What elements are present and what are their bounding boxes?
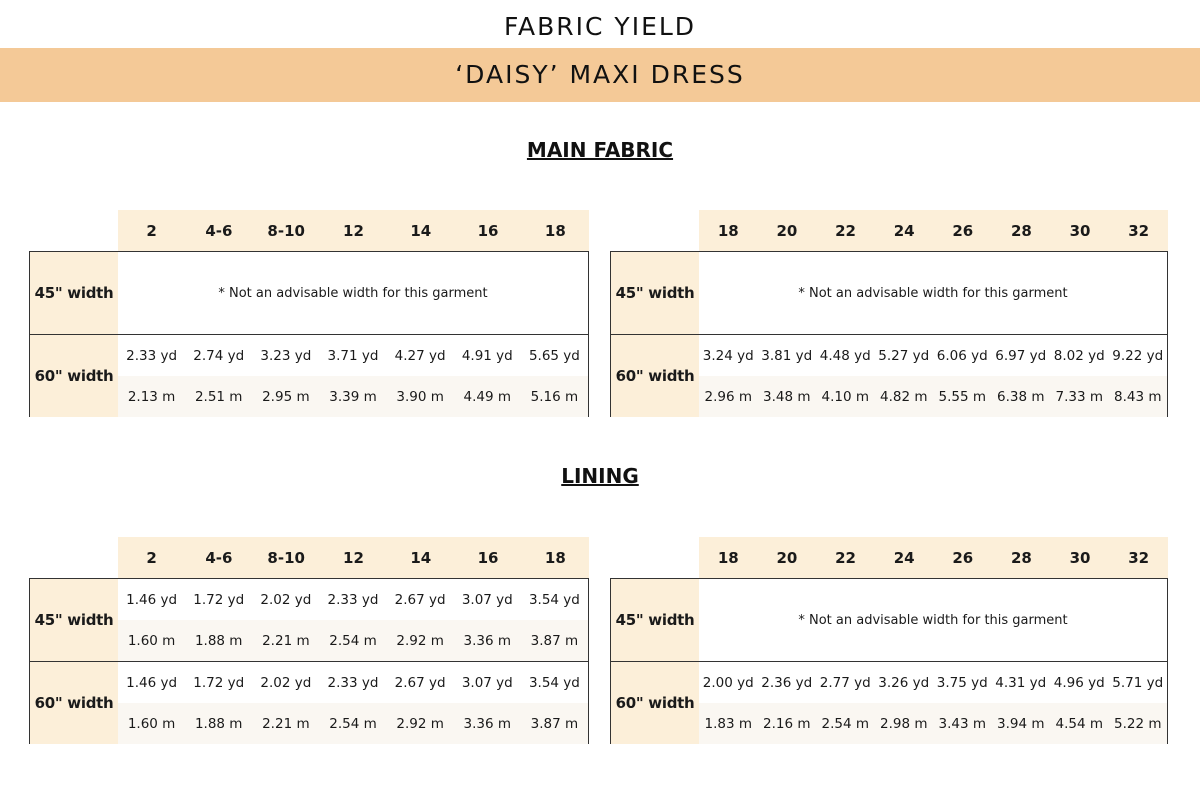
yardage-value: 5.65 yd xyxy=(528,347,580,364)
size-label: 8-10 xyxy=(267,221,305,240)
meterage-value: 3.36 m xyxy=(463,715,512,732)
size-label: 26 xyxy=(952,548,974,567)
yardage-value: 4.91 yd xyxy=(461,347,513,364)
meterage-value: 3.87 m xyxy=(530,715,579,732)
size-label: 2 xyxy=(146,548,157,567)
meterage-value: 3.48 m xyxy=(762,388,811,405)
meterage-value: 2.13 m xyxy=(127,388,176,405)
size-label: 20 xyxy=(776,548,798,567)
size-label: 24 xyxy=(893,221,915,240)
yardage-value: 8.02 yd xyxy=(1053,347,1105,364)
yardage-value: 4.31 yd xyxy=(995,674,1047,691)
meters-line xyxy=(699,376,1167,417)
width-label: 45" width xyxy=(611,579,699,661)
yards-line xyxy=(118,579,588,620)
size-label: 8-10 xyxy=(267,548,305,567)
meterage-value: 5.22 m xyxy=(1113,715,1162,732)
size-label: 12 xyxy=(343,548,364,567)
yardage-value: 2.33 yd xyxy=(126,347,178,364)
yardage-value: 2.36 yd xyxy=(761,674,813,691)
size-label: 18 xyxy=(717,548,739,567)
pattern-name-banner: ‘DAISY’ MAXI DRESS xyxy=(0,48,1200,102)
size-label: 16 xyxy=(477,548,499,567)
yardage-value: 3.81 yd xyxy=(761,347,813,364)
yardage-value: 2.67 yd xyxy=(394,591,446,608)
meterage-value: 3.43 m xyxy=(938,715,986,732)
lining-right-size-header xyxy=(699,537,1168,578)
meterage-value: 2.21 m xyxy=(262,632,310,649)
yield-values xyxy=(699,662,1167,744)
yield-values xyxy=(118,335,588,417)
yards-line xyxy=(699,335,1167,376)
yield-values xyxy=(118,579,588,661)
width-label: 45" width xyxy=(611,252,699,334)
yardage-value: 2.02 yd xyxy=(260,591,312,608)
yardage-value: 3.54 yd xyxy=(528,674,580,691)
meterage-value: 4.82 m xyxy=(879,388,928,405)
size-label: 32 xyxy=(1128,221,1150,240)
meterage-value: 3.39 m xyxy=(329,388,377,405)
yield-values xyxy=(118,252,588,334)
width-label: 60" width xyxy=(30,662,118,744)
yardage-value: 5.71 yd xyxy=(1112,674,1164,691)
meters-line xyxy=(118,620,588,661)
meterage-value: 2.92 m xyxy=(396,632,444,649)
yards-line xyxy=(118,662,588,703)
yardage-value: 3.26 yd xyxy=(878,674,930,691)
meterage-value: 2.92 m xyxy=(396,715,444,732)
yardage-value: 6.06 yd xyxy=(936,347,988,364)
yield-values xyxy=(699,335,1167,417)
not-advisable-note: * Not an advisable width for this garment xyxy=(218,285,488,301)
size-label: 30 xyxy=(1069,548,1091,567)
meterage-value: 2.98 m xyxy=(879,715,928,732)
meterage-value: 3.90 m xyxy=(396,388,444,405)
lining-right-row-w45 xyxy=(611,579,1167,661)
yardage-value: 2.74 yd xyxy=(193,347,245,364)
main-right-table xyxy=(610,251,1168,417)
size-label: 12 xyxy=(343,221,364,240)
meterage-value: 1.60 m xyxy=(127,715,176,732)
yardage-value: 1.46 yd xyxy=(126,674,178,691)
size-label: 2 xyxy=(146,221,157,240)
yardage-value: 4.48 yd xyxy=(819,347,871,364)
yield-values xyxy=(699,579,1167,661)
yardage-value: 1.46 yd xyxy=(126,591,178,608)
yardage-value: 3.24 yd xyxy=(702,347,754,364)
size-label: 18 xyxy=(717,221,739,240)
meterage-value: 3.36 m xyxy=(463,632,512,649)
meterage-value: 6.38 m xyxy=(996,388,1045,405)
size-label: 4-6 xyxy=(205,548,233,567)
size-label: 30 xyxy=(1069,221,1091,240)
size-label: 28 xyxy=(1011,548,1032,567)
size-label: 32 xyxy=(1128,548,1150,567)
meterage-value: 2.51 m xyxy=(194,388,243,405)
size-label: 20 xyxy=(776,221,798,240)
yardage-value: 2.02 yd xyxy=(260,674,312,691)
main-left-row-w45 xyxy=(30,252,588,334)
meterage-value: 5.55 m xyxy=(938,388,986,405)
meterage-value: 1.83 m xyxy=(704,715,752,732)
yardage-value: 3.54 yd xyxy=(528,591,580,608)
size-label: 14 xyxy=(410,548,432,567)
yardage-value: 9.22 yd xyxy=(1112,347,1164,364)
lining-left-row-w45 xyxy=(30,579,588,661)
meterage-value: 1.88 m xyxy=(194,715,243,732)
meterage-value: 4.49 m xyxy=(463,388,512,405)
meterage-value: 4.10 m xyxy=(821,388,869,405)
meterage-value: 2.96 m xyxy=(704,388,752,405)
meterage-value: 8.43 m xyxy=(1113,388,1162,405)
meters-line xyxy=(118,376,588,417)
meterage-value: 1.60 m xyxy=(127,632,176,649)
yardage-value: 3.75 yd xyxy=(936,674,988,691)
meterage-value: 3.94 m xyxy=(996,715,1045,732)
lining-right-table xyxy=(610,578,1168,744)
yardage-value: 1.72 yd xyxy=(193,591,245,608)
yardage-value: 6.97 yd xyxy=(995,347,1047,364)
meterage-value: 5.16 m xyxy=(530,388,579,405)
yards-line xyxy=(699,662,1167,703)
main-left-size-header xyxy=(118,210,589,251)
yardage-value: 2.67 yd xyxy=(394,674,446,691)
main-fabric-heading: MAIN FABRIC xyxy=(526,138,674,162)
size-label: 26 xyxy=(952,221,974,240)
yardage-value: 3.71 yd xyxy=(327,347,379,364)
yardage-value: 5.27 yd xyxy=(878,347,930,364)
main-right-row-w60 xyxy=(611,334,1167,417)
meterage-value: 1.88 m xyxy=(194,632,243,649)
yield-values xyxy=(118,662,588,744)
size-label: 24 xyxy=(893,548,915,567)
meterage-value: 2.54 m xyxy=(329,715,377,732)
main-right-size-header xyxy=(699,210,1168,251)
main-right-row-w45 xyxy=(611,252,1167,334)
not-advisable-note: * Not an advisable width for this garment xyxy=(798,285,1068,301)
size-label: 18 xyxy=(544,548,566,567)
width-label: 60" width xyxy=(30,335,118,417)
yardage-value: 2.00 yd xyxy=(702,674,754,691)
page-title: FABRIC YIELD xyxy=(503,12,697,41)
size-label: 14 xyxy=(410,221,432,240)
meterage-value: 2.54 m xyxy=(821,715,869,732)
lining-right-row-w60 xyxy=(611,661,1167,744)
yardage-value: 4.96 yd xyxy=(1053,674,1105,691)
meterage-value: 2.21 m xyxy=(262,715,310,732)
width-label: 45" width xyxy=(30,579,118,661)
yardage-value: 4.27 yd xyxy=(394,347,446,364)
meterage-value: 2.16 m xyxy=(762,715,811,732)
meterage-value: 4.54 m xyxy=(1055,715,1103,732)
meterage-value: 2.95 m xyxy=(262,388,310,405)
meterage-value: 7.33 m xyxy=(1055,388,1103,405)
yardage-value: 2.33 yd xyxy=(327,674,379,691)
yardage-value: 1.72 yd xyxy=(193,674,245,691)
yardage-value: 3.07 yd xyxy=(461,591,513,608)
lining-left-row-w60 xyxy=(30,661,588,744)
meterage-value: 3.87 m xyxy=(530,632,579,649)
meters-line xyxy=(699,703,1167,744)
not-advisable-note: * Not an advisable width for this garment xyxy=(798,612,1068,628)
meters-line xyxy=(118,703,588,744)
lining-heading: LINING xyxy=(561,464,639,488)
meterage-value: 2.54 m xyxy=(329,632,377,649)
main-left-table xyxy=(29,251,589,417)
yardage-value: 3.07 yd xyxy=(461,674,513,691)
yards-line xyxy=(118,335,588,376)
yardage-value: 2.77 yd xyxy=(819,674,871,691)
lining-left-size-header xyxy=(118,537,589,578)
size-label: 18 xyxy=(544,221,566,240)
width-label: 60" width xyxy=(611,335,699,417)
width-label: 60" width xyxy=(611,662,699,744)
size-label: 22 xyxy=(835,548,856,567)
width-label: 45" width xyxy=(30,252,118,334)
size-label: 16 xyxy=(477,221,499,240)
size-label: 4-6 xyxy=(205,221,233,240)
yardage-value: 3.23 yd xyxy=(260,347,312,364)
size-label: 22 xyxy=(835,221,856,240)
lining-left-table xyxy=(29,578,589,744)
main-left-row-w60 xyxy=(30,334,588,417)
yield-values xyxy=(699,252,1167,334)
yardage-value: 2.33 yd xyxy=(327,591,379,608)
size-label: 28 xyxy=(1011,221,1032,240)
